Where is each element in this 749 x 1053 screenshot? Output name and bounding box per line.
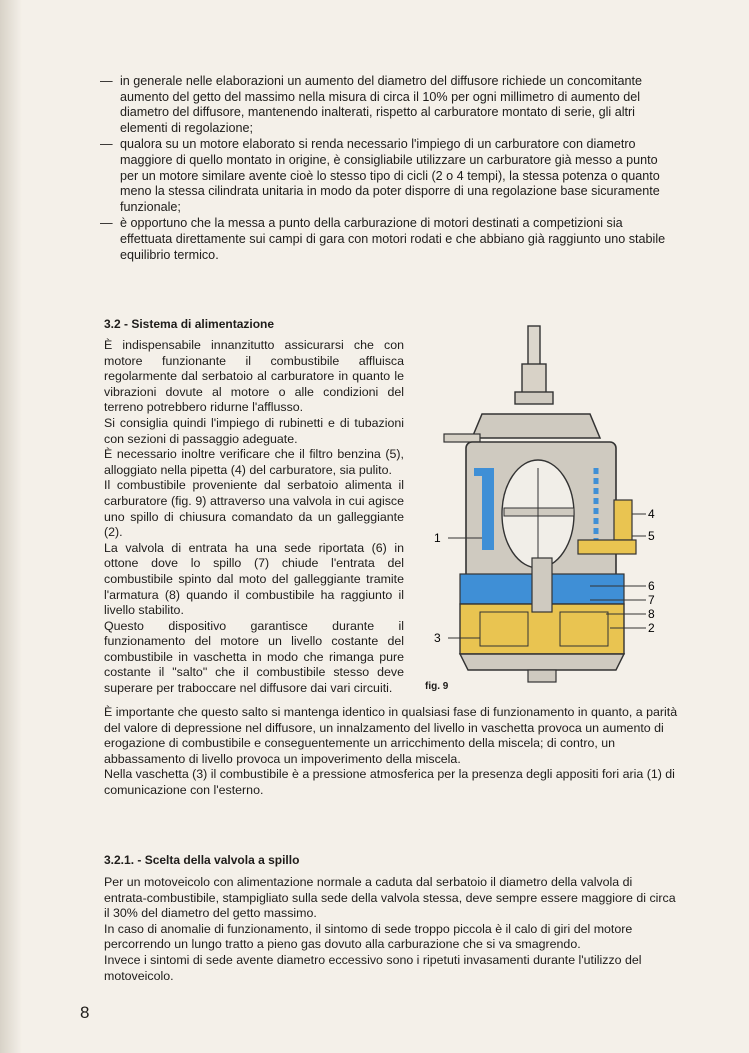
figure-caption: fig. 9 <box>425 681 449 692</box>
label-2: 2 <box>648 621 655 635</box>
paragraph: Nella vaschetta (3) il combustibile è a pressione atmosferica per la presenza degli appositi fori aria (1) di comunicazione con l'esterno. <box>104 767 675 797</box>
text-column <box>104 338 404 697</box>
paragraph: Si consiglia quindi l'impiego di rubinetti e di tubazioni con sezioni di passaggio adeguate. <box>104 415 404 446</box>
bullet-dash: — <box>100 74 113 88</box>
paragraph: È necessario inoltre verificare che il filtro benzina (5), alloggiato nella pipetta (4) del carburatore, sia pulito. <box>104 447 404 477</box>
label-5: 5 <box>648 529 655 543</box>
paragraph: È indispensabile innanzitutto assicurarsi che con motore funzionante il combustibile affluisca regolarmente dal serbatoio al carburatore in quanto le vibrazioni dovute al motore o alle condizioni del terreno potrebbero ridurne l'afflusso. <box>104 338 404 415</box>
section-heading-3-2: 3.2 - Sistema di alimentazione <box>104 317 275 331</box>
label-1: 1 <box>434 531 441 545</box>
full-width-text <box>104 705 678 799</box>
bullet-text: è opportuno che la messa a punto della carburazione di motori destinati a competizioni sia effettuata direttamente sui campi di gara con motori rodati e che abbiano già raggiunto uno stabile equilibrio termico. <box>120 216 666 262</box>
bullet-item <box>100 74 674 136</box>
paragraph: Per un motoveicolo con alimentazione normale a caduta dal serbatoio il diametro della valvola di entrata-combustibile, stampigliato sulla sede della valvola stessa, deve sempre essere maggiore di circa il 30% del diametro del getto massimo. <box>104 875 676 921</box>
label-4: 4 <box>648 507 655 521</box>
paragraph: Il combustibile proveniente dal serbatoio alimenta il carburatore (fig. 9) attraverso una valvola in cui agisce uno spillo di chiusura comandato da un galleggiante (2). <box>104 478 404 540</box>
bullet-dash: — <box>100 137 113 152</box>
bullet-text: in generale nelle elaborazioni un aumento del diametro del diffusore richiede un concomitante aumento del getto del massimo nella misura di circa il 10% per ogni millimetro di aumento del diametro del diffusore, mantenendo inalterati, rispetto al carburatore montato di serie, gli altri elementi di regolazione; <box>120 74 643 135</box>
paragraph: Questo dispositivo garantisce durante il funzionamento del motore un livello costante del combustibile in vaschetta in modo che rimanga pure costante il "salto" che il combustibile stesso deve superare per traboccare nel diffusore dai vari circuiti. <box>104 618 404 696</box>
bullet-item <box>100 216 674 263</box>
paragraph: In caso di anomalie di funzionamento, il sintomo di sede troppo piccola è il calo di giri del motore percorrendo un lungo tratto a pieno gas dovuto alla carburazione che si va smagrendo. <box>104 921 633 952</box>
bullet-dash: — <box>100 216 113 231</box>
paragraph: Invece i sintomi di sede avente diametro eccessivo sono i ripetuti invasamenti durante l'utilizzo del motoveicolo. <box>104 952 642 983</box>
label-6: 6 <box>648 579 655 593</box>
label-8: 8 <box>648 607 655 621</box>
bullet-item <box>100 137 674 215</box>
page-number: 8 <box>80 1003 90 1022</box>
label-3: 3 <box>434 631 441 645</box>
paragraph: La valvola di entrata ha una sede riportata (6) in ottone dove lo spillo (7) chiude l'entrata del combustibile spinto dal moto del galleggiante tramite l'armatura (8) quando il combustibile ha raggiunto il livello stabilito. <box>104 540 404 618</box>
bullet-list <box>100 74 674 264</box>
carburetor-diagram <box>420 318 660 690</box>
binding-shadow <box>0 0 22 1053</box>
section-3-2-1-text <box>104 875 678 984</box>
carburetor-figure <box>420 318 660 690</box>
paragraph: È importante che questo salto si mantenga identico in qualsiasi fase di funzionamento in quanto, a parità del valore di depressione nel diffusore, un innalzamento del livello in vaschetta provoca un aumento di erogazione di combustibile e conseguentemente un arricchimento della miscela; di contro, un abbassamento di livello provoca un impoverimento della miscela. <box>104 705 678 766</box>
section-heading-3-2-1: 3.2.1. - Scelta della valvola a spillo <box>104 853 300 867</box>
label-7: 7 <box>648 593 655 607</box>
bullet-text: qualora su un motore elaborato si renda necessario l'impiego di un carburatore con diametro maggiore di quello montato in origine, è consigliabile utilizzare un carburatore già messo a punto per un motore similare avente cioè lo stesso tipo di cicli (2 o 4 tempi), la stessa potenza o quanto meno la stessa cilindrata unitaria in modo da poter disporre di una regolazione base sicuramente funzionale; <box>120 137 660 214</box>
